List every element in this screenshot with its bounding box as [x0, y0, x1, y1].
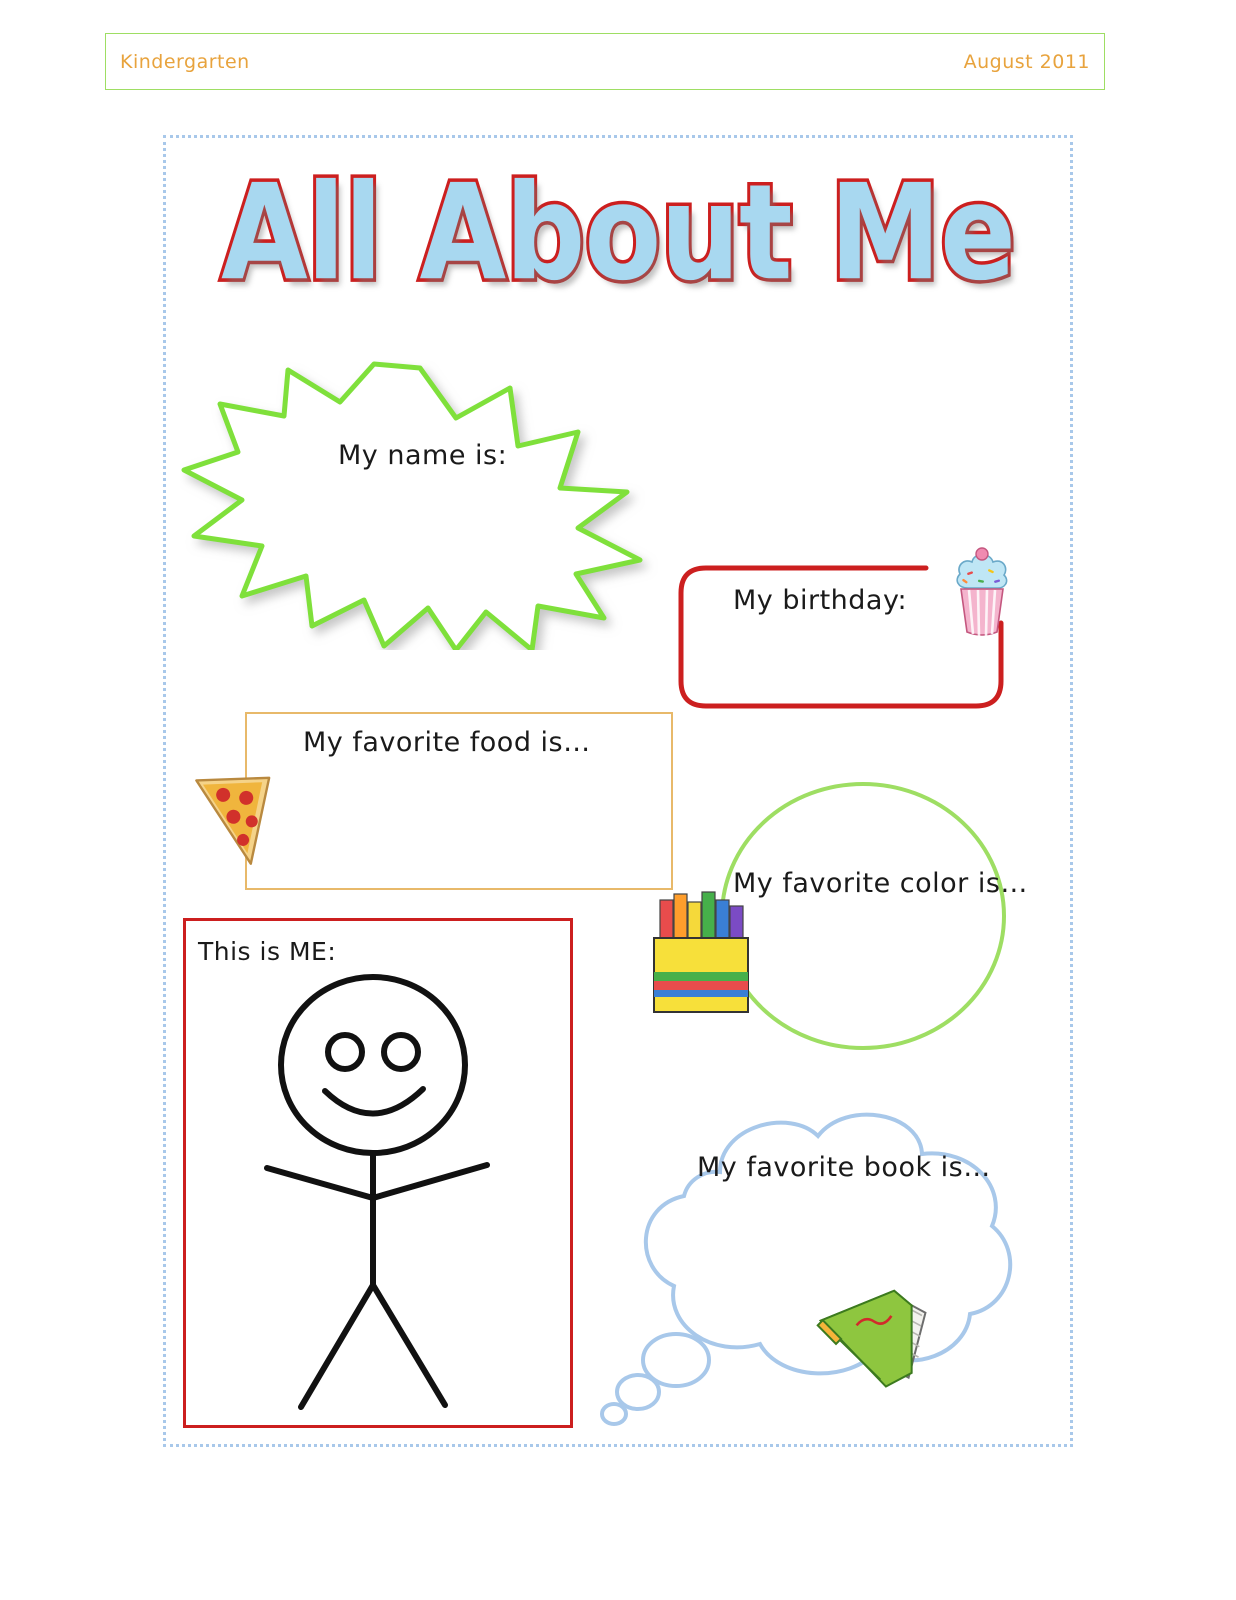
- this-is-me-field-label: This is ME:: [198, 937, 337, 966]
- pizza-icon: [183, 752, 301, 877]
- name-burst-shape: [180, 360, 660, 650]
- crayon-box-icon: [648, 890, 754, 1018]
- stick-figure-drawing: [205, 955, 555, 1415]
- favorite-color-circle: [718, 780, 1008, 1052]
- name-field-label: My name is:: [338, 440, 508, 471]
- favorite-book-field-label: My favorite book is…: [697, 1152, 991, 1183]
- page-header: [105, 33, 1105, 90]
- book-icon: [808, 1280, 940, 1400]
- cupcake-icon: [948, 544, 1016, 640]
- header-grade-label: Kindergarten: [120, 50, 250, 73]
- header-date-label: August 2011: [963, 50, 1090, 73]
- page-title-text: All About Me: [221, 156, 1015, 311]
- birthday-field-label: My birthday:: [733, 585, 908, 616]
- favorite-food-field-label: My favorite food is…: [303, 727, 591, 758]
- favorite-color-field-label: My favorite color is…: [733, 868, 1028, 899]
